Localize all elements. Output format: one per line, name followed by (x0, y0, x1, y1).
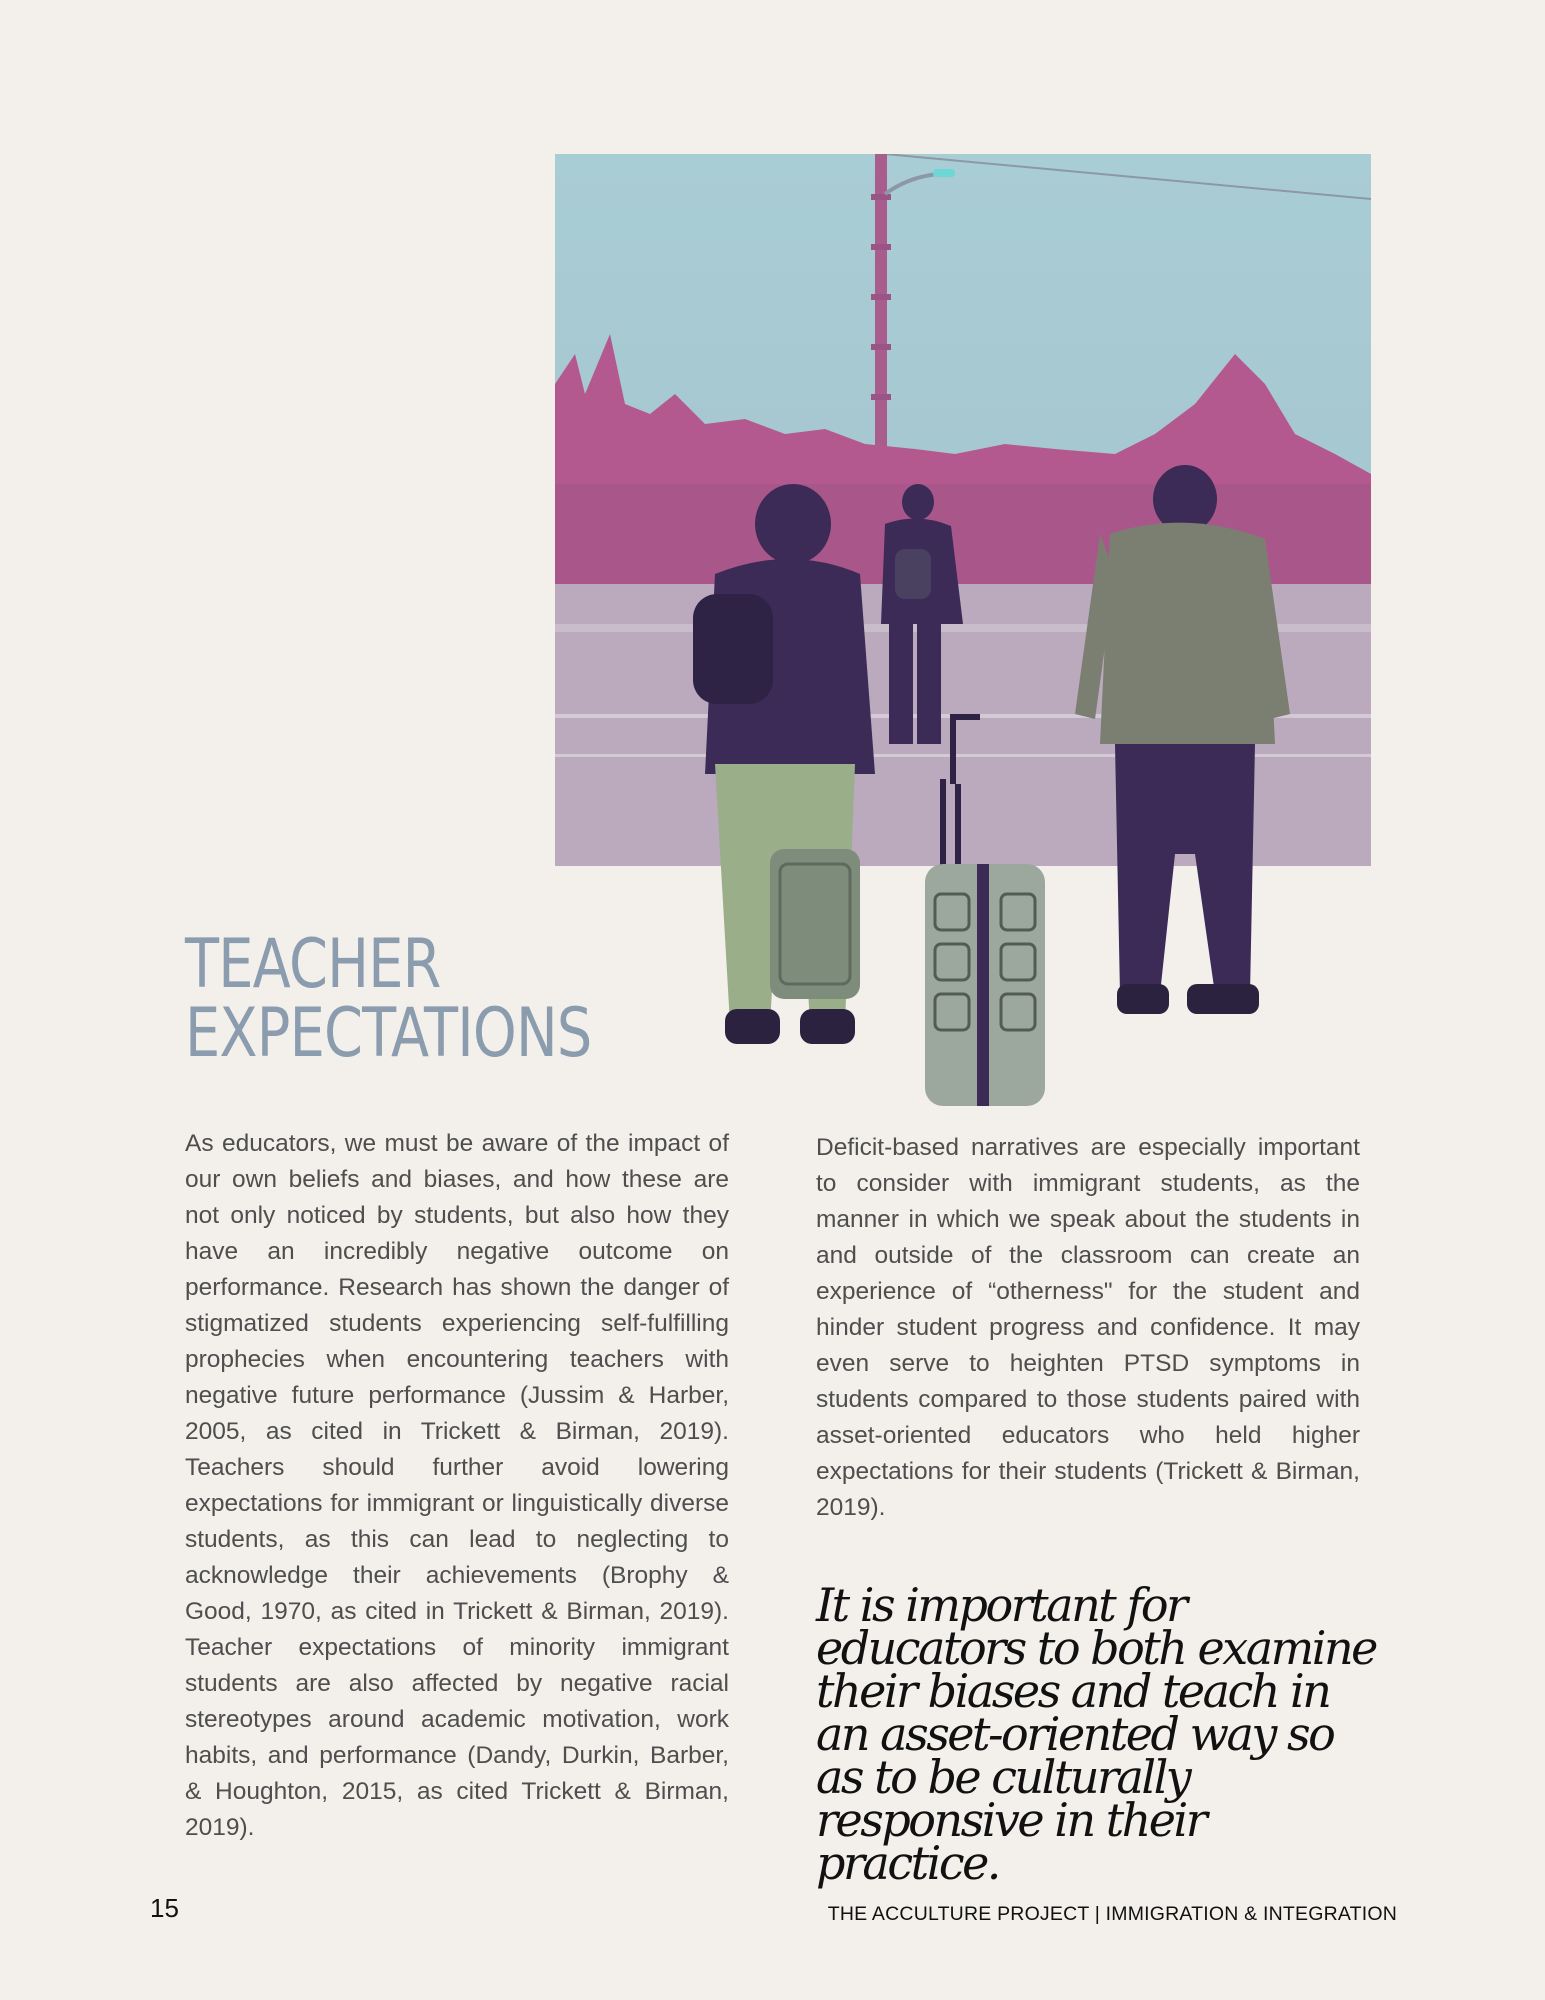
pull-quote: It is important for educators to both examine their biases and teach in an asset-oriented way so as to be culturally responsive in their practice. (816, 1578, 1376, 1890)
backpack (693, 594, 773, 704)
travelers-foreground (555, 154, 1371, 1054)
body-text-left: As educators, we must be aware of the impact of our own beliefs and biases, and how these are not only noticed by students, but also how they have an incredibly negative outcome on performance. Research has shown the danger of stigmatized students experiencing self-fulfilling prophecies when encountering teachers with negative future performance (Jussim & Harber, 2005, as cited in Trickett & Birman, 2019). Teachers should further avoid lowering expectations for immigrant or linguistically diverse students, as this can lead to neglecting to acknowledge their achievements (Brophy & Good, 1970, as cited in Trickett & Birman, 2019). Teacher expectations of minority immigrant students are also affected by negative racial stereotypes around academic motivation, work habits, and performance (Dandy, Durkin, Barber, & Houghton, 2015, as cited Trickett & Birman, 2019). (185, 1130, 729, 1841)
running-footer: THE ACCULTURE PROJECT | IMMIGRATION & INTEGRATION (827, 1903, 1397, 1925)
page-number: 15 (150, 1893, 179, 1923)
body-text-right: Deficit-based narratives are especially important to consider with immigrant students, as the manner in which we speak about the students in and outside of the classroom can create an experience of “otherness" for the student and hinder student progress and confidence. It may even serve to heighten PTSD symptoms in students compared to those students paired with asset-oriented educators who held higher expectations for their students (Trickett & Birman, 2019). (816, 1134, 1360, 1521)
page-title-line-1: TEACHER (185, 925, 441, 1004)
puffer-jacket (1100, 523, 1275, 744)
page-title-line-2: EXPECTATIONS (185, 994, 592, 1073)
travelers-figures (555, 154, 1371, 1054)
page-title (185, 925, 592, 1073)
